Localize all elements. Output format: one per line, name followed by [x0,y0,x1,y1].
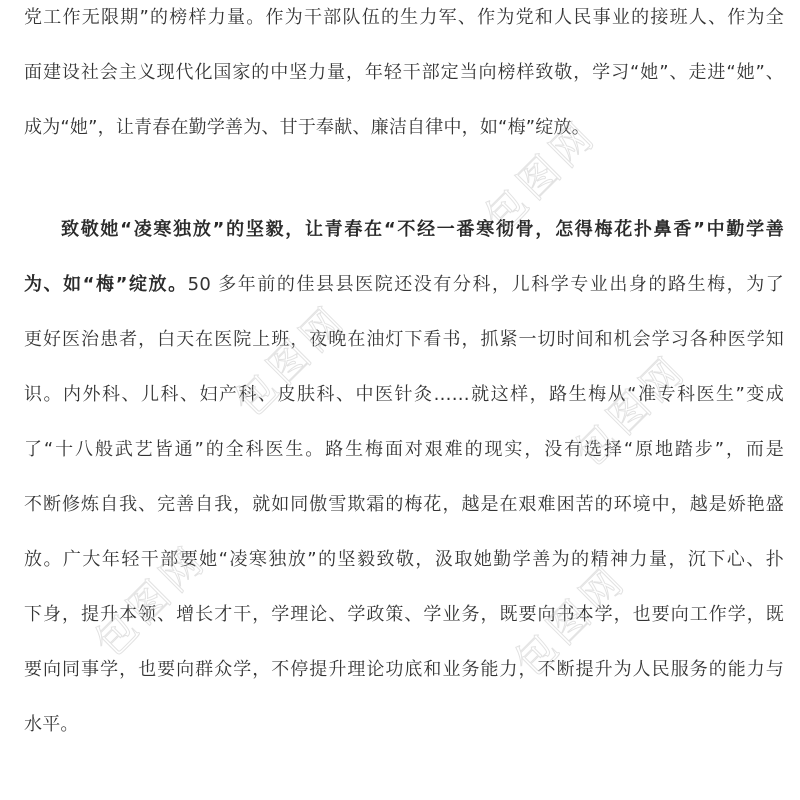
paragraph-2-line-8: 下身，提升本领、增长才干，学理论、学政策、学业务，既要向书本学，也要向工作学，既 [24,604,784,625]
paragraph-2-line-7: 放。广大年轻干部要她“凌寒独放”的坚毅致敬，汲取她勤学善为的精神力量，沉下心、扑 [24,549,784,570]
paragraph-2-line-5: 了“十八般武艺皆通”的全科医生。路生梅面对艰难的现实，没有选择“原地踏步”，而是 [24,439,784,460]
paragraph-2-line-2-text: 50 多年前的佳县县医院还没有分科，儿科学专业出身的路生梅，为了 [187,274,784,295]
paragraph-1-line-2: 面建设社会主义现代化国家的中坚力量，年轻干部定当向榜样致敬，学习“她”、走进“她”、 [24,62,784,83]
watermark: 包图网 [86,535,217,667]
paragraph-2-line-9: 要向同事学，也要向群众学，不停提升理论功底和业务能力，不断提升为人民服务的能力与 [24,659,784,680]
paragraph-2-line-2 [24,270,784,300]
watermark: 包图网 [476,110,607,242]
paragraph-2-line-10: 水平。 [24,714,79,735]
paragraph-1-line-1: 党工作无限期”的榜样力量。作为干部队伍的生力军、作为党和人民事业的接班人、作为全 [24,7,784,28]
paragraph-1-line-3: 成为“她”，让青春在勤学善为、甘于奉献、廉洁自律中，如“梅”绽放。 [24,117,590,138]
watermark: 包图网 [566,345,697,477]
paragraph-2-heading-end: 为、如“梅”绽放。 [24,274,188,295]
paragraph-2-heading-line-1: 致敬她“凌寒独放”的坚毅，让青春在“不经一番寒彻骨，怎得梅花扑鼻香”中勤学善 [61,219,784,240]
paragraph-2-line-4: 识。内外科、儿科、妇产科、皮肤科、中医针灸……就这样，路生梅从“准专科医生”变成 [24,384,784,405]
watermark: 包图网 [506,555,637,687]
paragraph-2-line-6: 不断修炼自我、完善自我，就如同傲雪欺霜的梅花，越是在艰难困苦的环境中，越是娇艳盛 [24,494,784,515]
watermark: 包图网 [226,295,357,427]
paragraph-2-line-3: 更好医治患者，白天在医院上班，夜晚在油灯下看书，抓紧一切时间和机会学习各种医学知 [24,329,784,350]
